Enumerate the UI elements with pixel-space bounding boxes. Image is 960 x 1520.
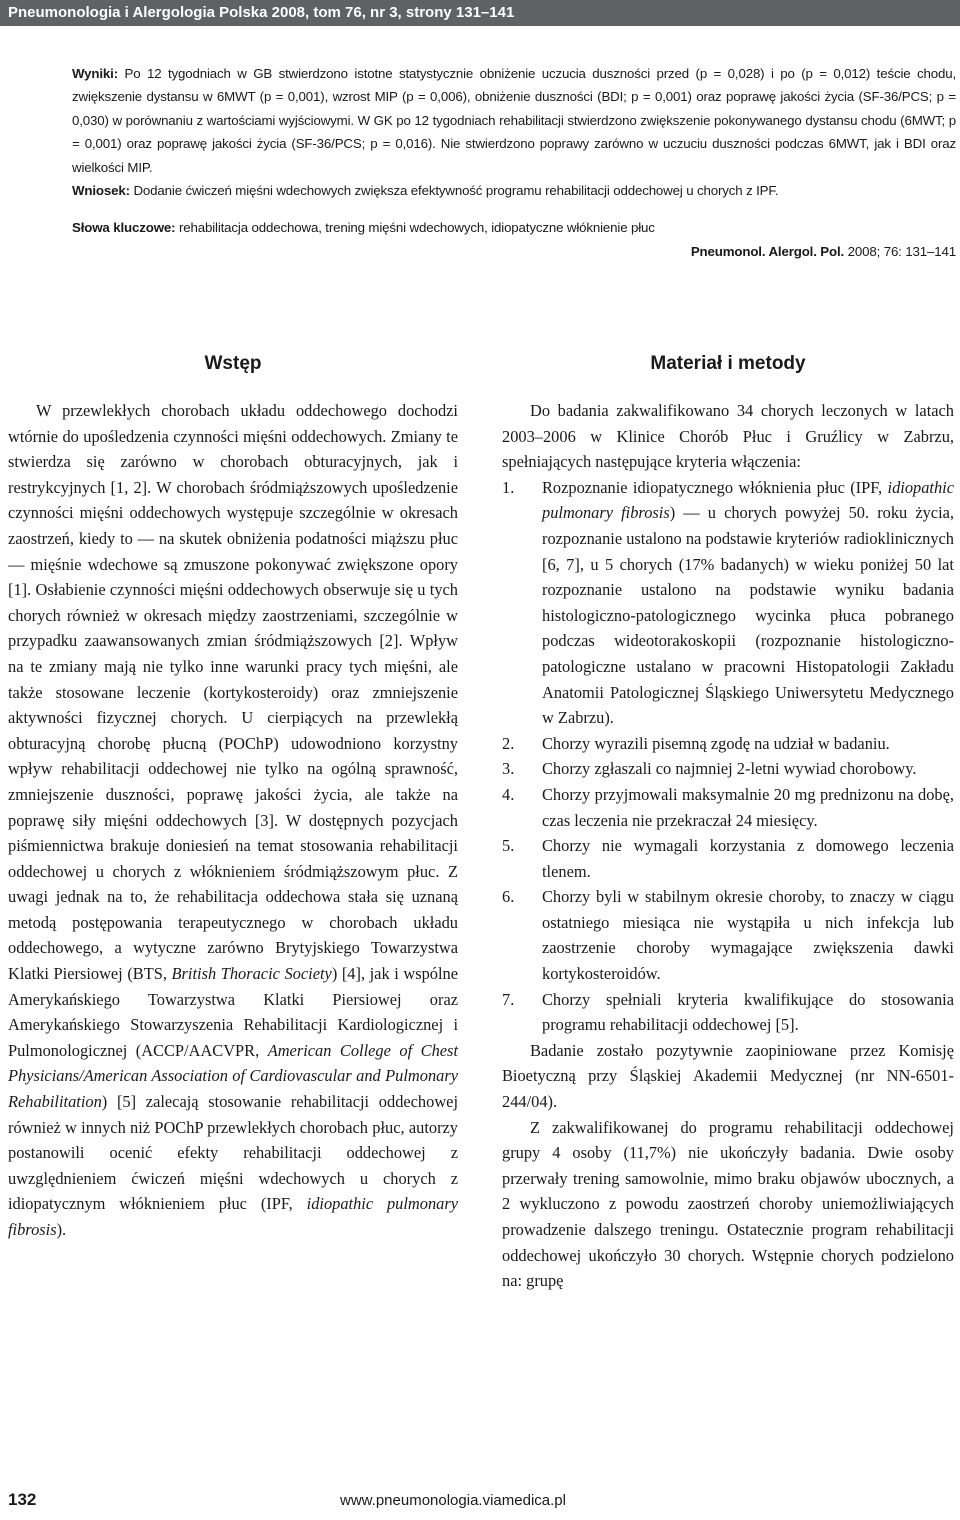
inclusion-criteria-list xyxy=(502,475,954,1038)
methods-intro-paragraph: Do badania zakwalifikowano 34 chorych leczonych w latach 2003–2006 w Klinice Chorób Płuc i Gruźlicy w Zabrzu, spełniających następujące kryteria włączenia: xyxy=(502,401,954,472)
results-paragraph xyxy=(72,62,956,179)
journal-running-title: Pneumonologia i Alergologia Polska 2008, tom 76, nr 3, strony 131–141 xyxy=(8,4,515,21)
list-item: 7. Chorzy spełniali kryteria kwalifikujące do stosowania programu rehabilitacji oddechowej [5]. xyxy=(502,989,954,1035)
results-text: Po 12 tygodniach w GB stwierdzono istotne statystycznie obniżenie uczucia duszności przed (p = 0,028) i po (p = 0,012) teście chodu, zwiększenie dystansu w 6MWT (p = 0,001), wzrost MIP (p = 0,006), obniżenie duszności (BDI; p = 0,001) oraz poprawę jakości życia (SF-36/PCS; p = 0,030) w porównaniu z wartościami wyjściowymi. W GK po 12 tygodniach rehabilitacji stwierdzono zwiększenie pokonywanego dystansu chodu (6MWT; p = 0,001) oraz poprawę jakości życia (SF-36/PCS; p = 0,016). Nie stwierdzono poprawy zarówno w uczuciu duszności podczas 6MWT, jak i BDI oraz wielkości MIP. xyxy=(72,66,957,175)
results-label: Wyniki: xyxy=(72,66,118,81)
list-item: 1. Rozpoznanie idiopatycznego włóknienia płuc (IPF, idiopathic pulmonary fibrosis) — u chorych powyżej 50. roku życia, rozpoznanie ustalono na podstawie kryteriów radioklinicznych [6, 7], u 5 chorych (17% badanych) w wieku poniżej 50 lat rozpoznanie ustalono na podstawie wyniku badania histologiczno-patologicznego wycinka płuca pobranego podczas wideotorakoskopii (rozpoznanie histologiczno-patologiczne ustalano w pracowni Histopatologii Zakładu Anatomii Patologicznej Śląskiego Uniwersytetu Medycznego w Zabrzu). xyxy=(502,477,955,728)
citation xyxy=(72,240,956,263)
intro-paragraph: W przewlekłych chorobach układu oddechowego dochodzi wtórnie do upośledzenia czynności mięśni oddechowych. Zmiany te stwierdza się zarówno w chorobach obturacyjnych, jak i restrykcyjnych [1, 2]. W chorobach śródmiąższowych upośledzenie czynności mięśni oddechowych występuje szczególnie w okresach zaostrzeń, kiedy to — na skutek obniżenia podatności miąższu płuc — mięśnie wdechowe są zmuszone pokonywać zwiększone opory [1]. Osłabienie czynności mięśni oddechowych obserwuje się u tych chorych również w okresach między zaostrzeniami, szczególnie w przypadku zaawansowanych zmian śródmiąższowych [2]. Wpływ na te zmiany mają nie tylko inne warunki pracy tych mięśni, ale także stosowane leczenie (kortykosteroidy) oraz zmniejszenie aktywności fizycznej chorych. U cierpiących na przewlekłą obturacyjną chorobę płucną (POChP) udowodniono korzystny wpływ rehabilitacji oddechowej nie tylko na ogólną sprawność, zmniejszenie duszności, poprawę jakości życia, ale także na poprawę siły mięśni oddechowych [3]. W dostępnych pozycjach piśmiennictwa brakuje doniesień na temat stosowania rehabilitacji oddechowej u chorych z włóknieniem śródmiąższowym płuc. Z uwagi jednak na to, że rehabilitacja oddechowa stała się uznaną metodą postępowania terapeutycznego w chorobach układu oddechowego, a wytyczne zarówno Brytyjskiego Towarzystwa Klatki Piersiowej (BTS, British Thoracic Society) [4], jak i wspólne Amerykańskiego Towarzystwa Klatki Piersiowej oraz Amerykańskiego Stowarzyszenia Rehabilitacji Kardiologicznej i Pulmonologicznej (ACCP/AACVPR, American College of Chest Physicians/American Association of Cardiovascular and Pulmonary Rehabilitation) [5] zalecają stosowanie rehabilitacji oddechowej również w innych niż POChP przewlekłych chorobach płuc, autorzy postanowili ocenić efekty rehabilitacji oddechowej z uwzględnieniem ćwiczeń mięśni wdechowych u chorych z idiopatycznym włóknieniem płuc (IPF, idiopathic pulmonary fibrosis). xyxy=(8,401,459,1239)
list-item: 4. Chorzy przyjmowali maksymalnie 20 mg prednizonu na dobę, czas leczenia nie przekraczał 24 miesięcy. xyxy=(502,784,954,830)
keywords-label: Słowa kluczowe: xyxy=(72,220,176,236)
keywords-paragraph xyxy=(72,216,956,239)
conclusion-label: Wniosek: xyxy=(72,183,130,199)
citation-volume: 2008; 76: 131–141 xyxy=(847,243,956,259)
qualified-paragraph: Z zakwalifikowanej do programu rehabilitacji oddechowej grupy 4 osoby (11,7%) nie ukończyły badania. Dwie osoby przerwały trening samowolnie, mimo braku objawów ubocznych, a 2 wykluczono z powodu zaostrzeń choroby uniemożliwiających prowadzenie dalszego treningu. Ostatecznie program rehabilitacji oddechowej ukończyło 30 chorych. Wstępnie chorych podzielono na: grupę xyxy=(502,1117,954,1291)
list-item: 5. Chorzy nie wymagali korzystania z domowego leczenia tlenem. xyxy=(502,836,954,881)
intro-column xyxy=(8,350,458,1243)
ethics-paragraph: Badanie zostało pozytywnie zaopiniowane przez Komisję Bioetyczną przy Śląskiej Akademii Medycznej (nr NN-6501-244/04). xyxy=(502,1040,954,1112)
journal-url[interactable]: www.pneumonologia.viamedica.pl xyxy=(340,1492,566,1509)
citation-journal: Pneumonol. Alergol. Pol. xyxy=(690,243,845,259)
methods-heading: Materiał i metody xyxy=(650,353,806,374)
intro-heading: Wstęp xyxy=(204,353,262,374)
list-item: 2. Chorzy wyrazili pisemną zgodę na udział w badaniu. xyxy=(502,733,890,753)
conclusion-text: Dodanie ćwiczeń mięśni wdechowych zwiększa efektywność programu rehabilitacji oddechowej u chorych z IPF. xyxy=(133,183,779,199)
conclusion-paragraph xyxy=(72,179,956,202)
keywords-text: rehabilitacja oddechowa, trening mięśni wdechowych, idiopatyczne włóknienie płuc xyxy=(178,220,655,236)
running-header xyxy=(0,0,960,26)
list-item: 3. Chorzy zgłaszali co najmniej 2-letni wywiad chorobowy. xyxy=(502,759,917,779)
page-number: 132 xyxy=(8,1490,37,1509)
abstract-summary xyxy=(72,62,956,263)
methods-column xyxy=(502,350,954,1294)
list-item: 6. Chorzy byli w stabilnym okresie choroby, to znaczy w ciągu ostatniego miesiąca nie wystąpiła u nich infekcja lub zaostrzenie choroby wymagające zwiększenia dawki kortykosteroidów. xyxy=(502,887,954,984)
